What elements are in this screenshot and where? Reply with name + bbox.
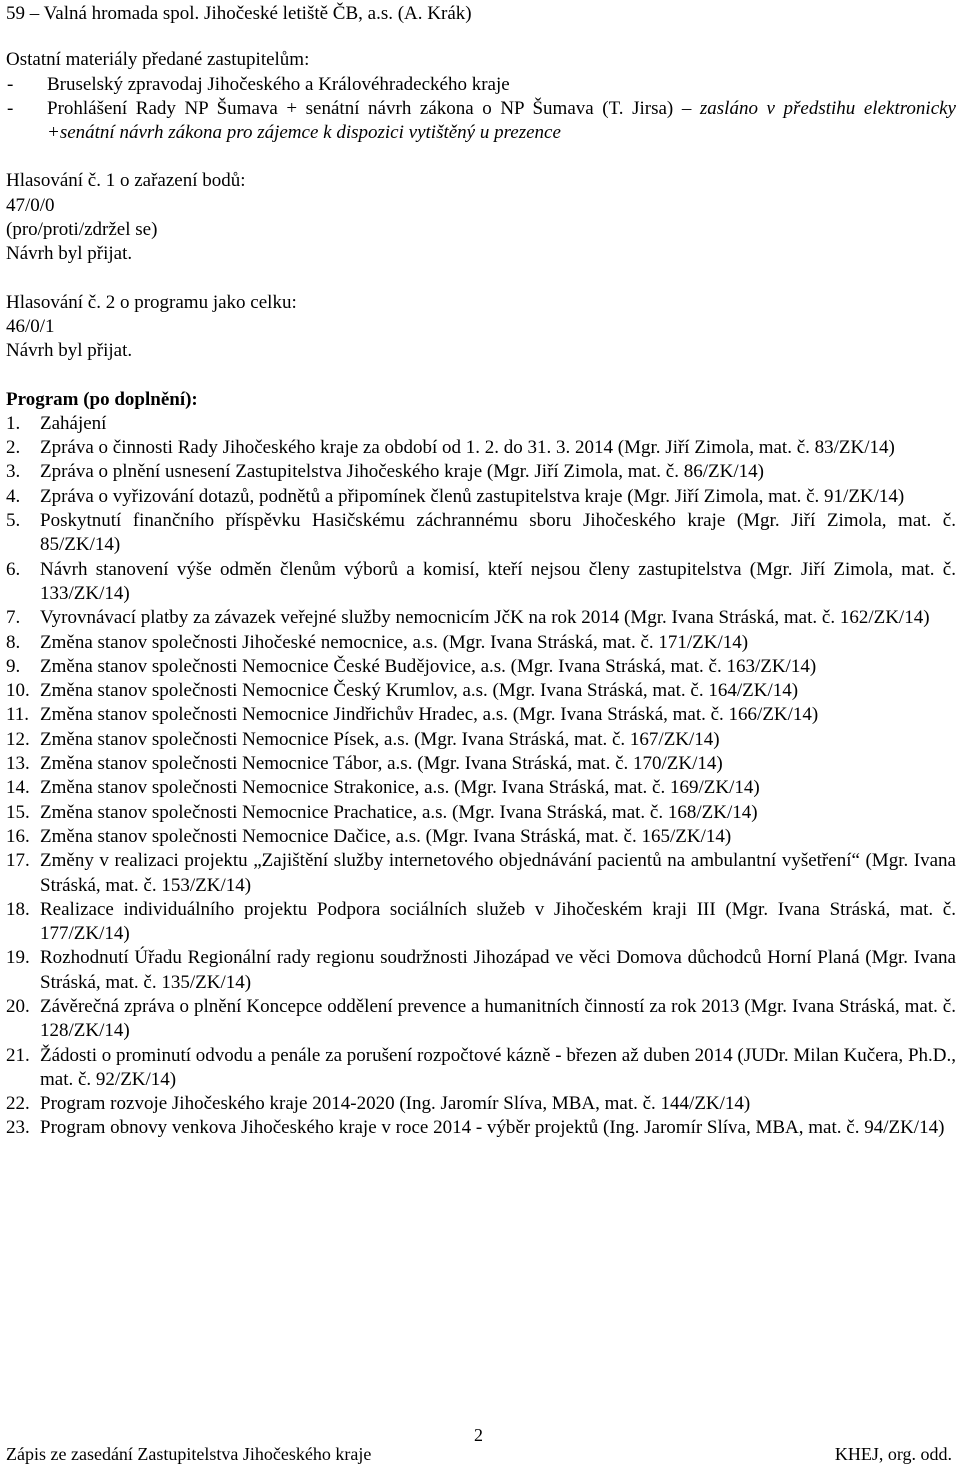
- program-item: [6, 436, 956, 460]
- program-item-number: 12.: [6, 728, 30, 750]
- program-item-text: Změna stanov společnosti Nemocnice Tábor, a.s. (Mgr. Ivana Stráská, mat. č. 170/ZK/14): [40, 753, 723, 775]
- program-item-text: Změna stanov společnosti Nemocnice Strakonice, a.s. (Mgr. Ivana Stráská, mat. č. 169/ZK/14): [40, 777, 760, 799]
- program-item-text: Zpráva o činnosti Rady Jihočeského kraje za období od 1. 2. do 31. 3. 2014 (Mgr. Jiří Zimola, mat. č. 83/ZK/14): [40, 437, 895, 459]
- program-item-number: 15.: [6, 801, 30, 823]
- program-item-text: Realizace individuálního projektu Podpora sociálních služeb v Jihočeském kraji III (Mgr. Ivana Stráská, mat. č. 177/ZK/14): [40, 898, 956, 945]
- materials-section: [6, 48, 956, 145]
- program-item-number: 9.: [6, 655, 21, 677]
- program-item: [6, 898, 956, 947]
- program-item: [6, 679, 956, 703]
- program-item: [6, 558, 956, 607]
- program-item-number: 18.: [6, 898, 30, 920]
- vote-1-title: Hlasování č. 1 o zařazení bodů:: [6, 170, 246, 192]
- program-item-number: 14.: [6, 777, 30, 799]
- program-item-number: 5.: [6, 510, 21, 532]
- program-item-number: 10.: [6, 680, 30, 702]
- vote-2-result: 46/0/1: [6, 315, 55, 337]
- program-item-number: 21.: [6, 1044, 30, 1066]
- program-item-text: Žádosti o prominutí odvodu a penále za porušení rozpočtové kázně - březen až duben 2014 (JUDr. Milan Kučera, Ph.D., mat. č. 92/ZK/14): [40, 1044, 956, 1090]
- document-page: [6, 2, 956, 1141]
- materials-item: [6, 97, 956, 146]
- program-item-text: Změna stanov společnosti Nemocnice Prachatice, a.s. (Mgr. Ivana Stráská, mat. č. 168/ZK/14): [40, 801, 758, 823]
- vote-2-outcome: Návrh byl přijat.: [6, 340, 133, 362]
- program-item: [6, 606, 956, 630]
- page-number: 2: [474, 1425, 483, 1445]
- agenda-item-59-heading: 59 – Valná hromada spol. Jihočeské letiště ČB, a.s. (A. Krák): [6, 3, 472, 24]
- page-footer: [6, 1442, 956, 1466]
- program-title: Program (po doplnění):: [6, 388, 198, 410]
- program-item-number: 16.: [6, 825, 30, 847]
- program-item-number: 6.: [6, 558, 21, 580]
- program-item-number: 2.: [6, 437, 21, 459]
- program-item-text: Program obnovy venkova Jihočeského kraje v roce 2014 - výběr projektů (Ing. Jaromír Slíva, MBA, mat. č. 94/ZK/14): [40, 1117, 945, 1139]
- vote-1-result: 47/0/0: [6, 194, 55, 216]
- program-item-text: Rozhodnutí Úřadu Regionální rady regionu soudržnosti Jihozápad ve věci Domova důchodců Horní Planá (Mgr. Ivana Stráská, mat. č. 135/ZK/14): [40, 947, 956, 993]
- program-item: [6, 631, 956, 655]
- program-item-text: Program rozvoje Jihočeského kraje 2014-2020 (Ing. Jaromír Slíva, MBA, mat. č. 144/ZK/14): [40, 1093, 751, 1115]
- program-item-text: Změna stanov společnosti Nemocnice Písek, a.s. (Mgr. Ivana Stráská, mat. č. 167/ZK/14): [40, 728, 720, 750]
- program-item: [6, 776, 956, 800]
- materials-item: [6, 73, 956, 97]
- program-item-text: Změny v realizaci projektu „Zajištění služby internetového objednávání pacientů na ambulantní vyšetření“ (Mgr. Ivana Stráská, mat. č. 153/ZK/14): [40, 850, 956, 896]
- vote-1-legend: (pro/proti/zdržel se): [6, 219, 158, 241]
- materials-item-body: [47, 97, 956, 146]
- program-item: [6, 1044, 956, 1093]
- program-section: [6, 388, 956, 1141]
- program-item-number: 20.: [6, 995, 30, 1017]
- materials-item-note: – zasláno v předstihu elektronicky +senátní návrh zákona pro zájemce k dispozici vytištěný u prezence: [47, 97, 956, 144]
- program-item: [6, 728, 956, 752]
- program-item-number: 3.: [6, 461, 21, 483]
- vote-2-title: Hlasování č. 2 o programu jako celku:: [6, 291, 297, 313]
- program-item: [6, 412, 956, 436]
- program-item: [6, 995, 956, 1044]
- vote-1-section: [6, 169, 956, 266]
- footer-department: KHEJ, org. odd.: [834, 1444, 952, 1464]
- dash-marker: -: [7, 97, 14, 119]
- program-item: [6, 801, 956, 825]
- program-item-number: 19.: [6, 947, 30, 969]
- program-item-text: Zpráva o plnění usnesení Zastupitelstva Jihočeského kraje (Mgr. Jiří Zimola, mat. č. 86/ZK/14): [40, 461, 764, 483]
- program-item: [6, 460, 956, 484]
- program-item: [6, 752, 956, 776]
- dash-marker: -: [7, 73, 14, 95]
- program-item: [6, 946, 956, 995]
- program-item-number: 13.: [6, 753, 30, 775]
- program-item-number: 4.: [6, 485, 21, 507]
- program-item: [6, 485, 956, 509]
- program-item: [6, 1116, 956, 1140]
- program-item-number: 22.: [6, 1093, 30, 1115]
- program-item-text: Změna stanov společnosti Nemocnice České Budějovice, a.s. (Mgr. Ivana Stráská, mat. č. 163/ZK/14): [40, 655, 817, 677]
- materials-item-text: Prohlášení Rady NP Šumava + senátní návrh zákona o NP Šumava (T. Jirsa): [47, 97, 674, 119]
- program-item: [6, 825, 956, 849]
- program-item-text: Návrh stanovení výše odměn členům výborů a komisí, kteří nejsou členy zastupitelstva (Mgr. Jiří Zimola, mat. č. 133/ZK/14): [40, 558, 956, 604]
- program-item: [6, 1092, 956, 1116]
- vote-2-section: [6, 291, 956, 364]
- program-item-number: 8.: [6, 631, 21, 653]
- program-item-text: Změna stanov společnosti Nemocnice Dačice, a.s. (Mgr. Ivana Stráská, mat. č. 165/ZK/14): [40, 825, 732, 847]
- program-item-number: 1.: [6, 412, 21, 434]
- program-item-text: Poskytnutí finančního příspěvku Hasičskému záchrannému sboru Jihočeského kraje (Mgr. Jiří Zimola, mat. č. 85/ZK/14): [40, 510, 956, 556]
- program-item-text: Zpráva o vyřizování dotazů, podnětů a připomínek členů zastupitelstva kraje (Mgr. Jiří Zimola, mat. č. 91/ZK/14): [40, 485, 905, 507]
- program-item: [6, 849, 956, 898]
- program-item-number: 7.: [6, 607, 21, 629]
- materials-list: [6, 73, 956, 146]
- program-item-number: 17.: [6, 850, 30, 872]
- program-item-text: Zahájení: [40, 412, 107, 434]
- program-item-number: 11.: [6, 704, 30, 726]
- program-item: [6, 703, 956, 727]
- program-item-number: 23.: [6, 1117, 30, 1139]
- program-item-text: Závěrečná zpráva o plnění Koncepce oddělení prevence a humanitních činností za rok 2013 (Mgr. Ivana Stráská, mat. č. 128/ZK/14): [40, 995, 956, 1042]
- materials-title: Ostatní materiály předané zastupitelům:: [6, 49, 310, 71]
- program-list: [6, 412, 956, 1141]
- footer-title: Zápis ze zasedání Zastupitelstva Jihočeského kraje: [6, 1444, 372, 1464]
- program-item: [6, 655, 956, 679]
- program-item-text: Vyrovnávací platby za závazek veřejné služby nemocnicím JčK na rok 2014 (Mgr. Ivana Stráská, mat. č. 162/ZK/14): [40, 607, 930, 629]
- program-item-text: Změna stanov společnosti Nemocnice Jindřichův Hradec, a.s. (Mgr. Ivana Stráská, mat. č. 166/ZK/14): [40, 704, 819, 726]
- program-item-text: Změna stanov společnosti Nemocnice Český Krumlov, a.s. (Mgr. Ivana Stráská, mat. č. 164/ZK/14): [40, 680, 799, 702]
- materials-item-text: Bruselský zpravodaj Jihočeského a Královéhradeckého kraje: [47, 73, 510, 95]
- program-item-text: Změna stanov společnosti Jihočeské nemocnice, a.s. (Mgr. Ivana Stráská, mat. č. 171/ZK/14): [40, 631, 749, 653]
- vote-1-outcome: Návrh byl přijat.: [6, 243, 133, 265]
- program-item: [6, 509, 956, 558]
